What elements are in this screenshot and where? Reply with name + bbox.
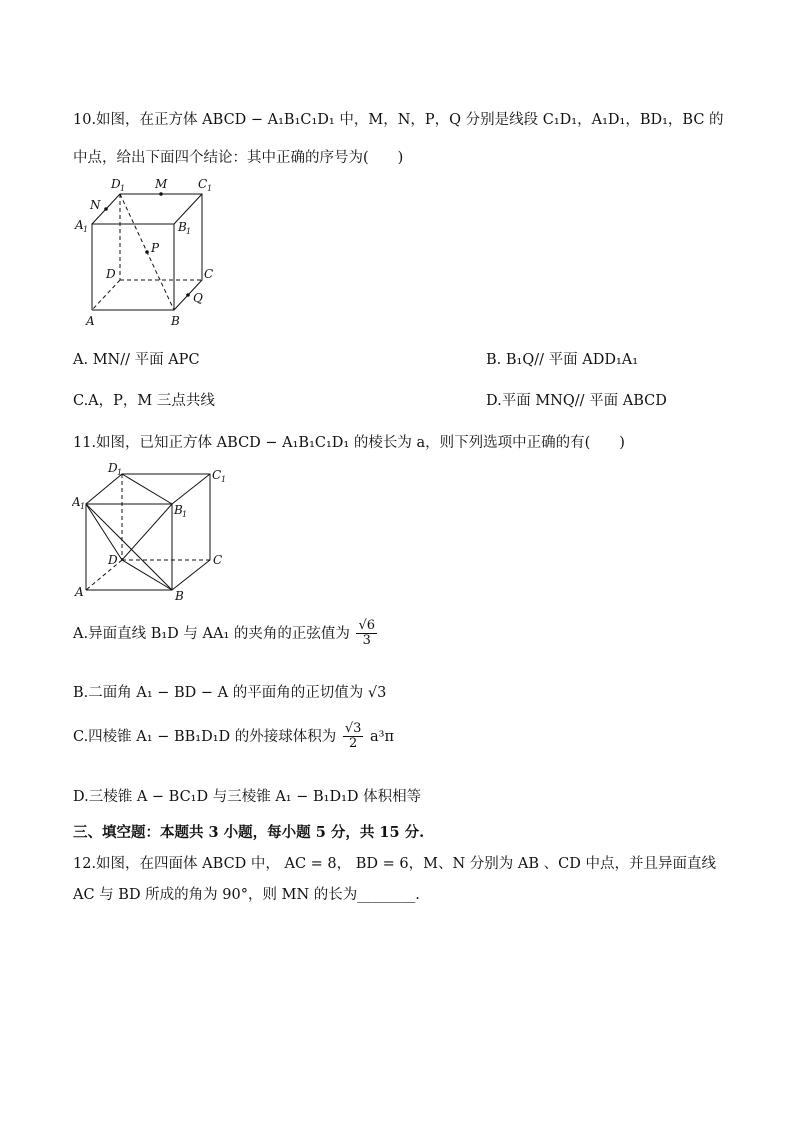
q11-option-d: D.三棱锥 A − BC₁D 与三棱锥 A₁ − B₁D₁D 体积相等: [73, 789, 422, 805]
q12-line1: 12.如图，在四面体 ABCD 中， AC = 8， BD = 6，M、N 分别为 AB 、CD 中点，并且异面直线: [73, 856, 716, 872]
fig11-label-D1: D: [108, 461, 118, 475]
fig10-label-C1: C: [198, 177, 208, 191]
q11-option-a-text: A.异面直线 B₁D 与 AA₁ 的夹角的正弦值为: [73, 625, 350, 642]
fig11-sub-A1: 1: [80, 502, 86, 511]
section-3-heading: 三、填空题：本题共 3 小题，每小题 5 分，共 15 分.: [73, 824, 425, 841]
fig11-label-A: A: [75, 585, 84, 599]
q10-option-a: A. MN// 平面 APC: [73, 352, 200, 368]
q11-stem: 11.如图，已知正方体 ABCD − A₁B₁C₁D₁ 的棱长为 a，则下列选项中正确的有( ): [73, 435, 625, 451]
fig11-label-A1: A: [72, 495, 81, 509]
q11-option-b: B.二面角 A₁ − BD − A 的平面角的正切值为 √3: [73, 685, 387, 701]
q11-option-a: [73, 619, 379, 649]
fig10-label-B1: B: [178, 220, 187, 234]
fig10-label-D: D: [106, 267, 116, 281]
q11-option-c: [73, 722, 394, 752]
fig10-sub-B1: 1: [186, 227, 192, 236]
fig10-label-N: N: [90, 198, 101, 212]
fig10-sub-D1: 1: [120, 184, 126, 193]
q11-option-a-fraction: [356, 619, 377, 649]
fig10-label-Q: Q: [193, 291, 203, 305]
q11-option-a-denominator: 3: [362, 633, 371, 649]
fig10-label-M: M: [155, 177, 168, 191]
q10-option-c: C.A，P，M 三点共线: [73, 393, 215, 409]
fig11-sub-C1: 1: [221, 475, 227, 484]
fig11-sub-B1: 1: [182, 510, 188, 519]
fig10-label-A1: A: [75, 218, 84, 232]
fig10-label-B: B: [171, 314, 180, 328]
q12-line2: AC 与 BD 所成的角为 90°，则 MN 的长为________.: [73, 887, 420, 903]
q10-stem-line1: 10.如图，在正方体 ABCD − A₁B₁C₁D₁ 中，M，N，P，Q 分别是线段 C₁D₁，A₁D₁，BD₁，BC 的: [73, 112, 724, 128]
fig10-label-P: P: [151, 241, 160, 255]
q11-option-c-tail: a³π: [370, 728, 395, 745]
q10-stem-line2: 中点，给出下面四个结论：其中正确的序号为( ): [73, 150, 404, 166]
q11-option-c-fraction: [343, 722, 364, 752]
fig11-label-B: B: [175, 589, 184, 603]
fig11-sub-D1: 1: [117, 468, 123, 477]
q11-option-c-text: C.四棱锥 A₁ − BB₁D₁D 的外接球体积为: [73, 728, 337, 745]
q11-cube-figure: [72, 460, 237, 605]
fig11-label-D: D: [108, 553, 118, 567]
fig11-label-C: C: [213, 553, 223, 567]
fig11-label-C1: C: [212, 468, 222, 482]
fig10-sub-C1: 1: [207, 184, 213, 193]
fig11-label-B1: B: [174, 503, 183, 517]
fig10-label-C: C: [204, 267, 214, 281]
q10-option-d: D.平面 MNQ// 平面 ABCD: [486, 393, 667, 409]
fig10-sub-A1: 1: [83, 225, 89, 234]
q10-cube-figure: [72, 172, 232, 332]
fig10-label-A: A: [86, 314, 95, 328]
q11-option-a-numerator: √6: [358, 618, 376, 633]
fig10-label-D1: D: [111, 177, 121, 191]
q10-option-b: B. B₁Q// 平面 ADD₁A₁: [486, 352, 639, 368]
q11-option-c-denominator: 2: [349, 736, 358, 752]
q11-option-c-numerator: √3: [344, 721, 362, 736]
